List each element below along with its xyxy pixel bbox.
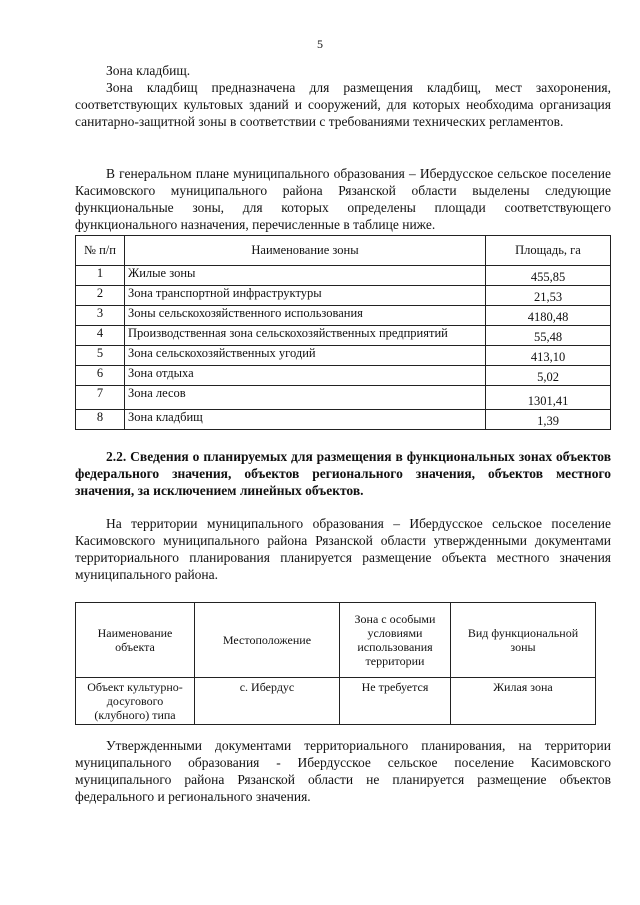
zones-table-header — [76, 236, 611, 266]
planned-paragraph: На территории муниципального образования – Ибердусское сельское поселение Касимовского муниципального района Рязанской области утвержденными документами территориального планирования планируется размещение объекта местного значения муниципального района. — [75, 516, 611, 582]
zone-name-cell: Зона сельскохозяйственных угодий — [125, 346, 486, 366]
zone-num-cell: 6 — [76, 366, 125, 386]
cemetery-zone-title: Зона кладбищ. — [106, 63, 191, 78]
header-special-zone: Зона с особыми условиями использования территории — [340, 603, 451, 678]
zone-num-cell: 5 — [76, 346, 125, 366]
table-row — [76, 326, 611, 346]
cemetery-zone-text: Зона кладбищ предназначена для размещения кладбищ, мест захоронения, соответствующих культовых зданий и сооружений, для которых необходима организация санитарно-защитной зоны в соответствии с требованиями технических регламентов. — [75, 80, 611, 129]
zone-num-cell: 7 — [76, 386, 125, 410]
table-row — [76, 306, 611, 326]
zone-area-cell: 21,53 — [486, 286, 611, 306]
zones-table — [75, 235, 611, 430]
zone-name-cell: Зоны сельскохозяйственного использования — [125, 306, 486, 326]
zone-area-cell: 4180,48 — [486, 306, 611, 326]
object-functional-zone-cell: Жилая зона — [451, 678, 596, 725]
zone-name-cell: Зона транспортной инфраструктуры — [125, 286, 486, 306]
section-2-2-heading: 2.2. Сведения о планируемых для размещения в функциональных зонах объектов федерального значения, объектов регионального значения, объектов местного значения, за исключением линейных объектов. — [75, 449, 611, 498]
page-number: 5 — [317, 37, 323, 51]
zone-area-cell: 413,10 — [486, 346, 611, 366]
object-special-zone-cell: Не требуется — [340, 678, 451, 725]
header-num: № п/п — [76, 236, 125, 266]
zone-name-cell: Жилые зоны — [125, 266, 486, 286]
zone-name-cell: Производственная зона сельскохозяйственных предприятий — [125, 326, 486, 346]
table-row — [76, 386, 611, 410]
zone-num-cell: 8 — [76, 410, 125, 430]
zone-area-cell: 5,02 — [486, 366, 611, 386]
header-location: Местоположение — [195, 603, 340, 678]
zone-name-cell: Зона отдыха — [125, 366, 486, 386]
table-row — [76, 346, 611, 366]
planned-paragraph-block — [75, 515, 611, 583]
table-row — [76, 410, 611, 430]
cemetery-zone-section — [75, 62, 611, 130]
zone-name-cell: Зона кладбищ — [125, 410, 486, 430]
zone-num-cell: 1 — [76, 266, 125, 286]
closing-paragraph-block — [75, 737, 611, 805]
intro-paragraph: В генеральном плане муниципального образования – Ибердусское сельское поселение Касимовского муниципального района Рязанской области выделены следующие функциональные зоны, для которых определены площади соответствующего функционального назначения, перечисленные в таблице ниже. — [75, 166, 611, 232]
zone-area-cell: 1301,41 — [486, 386, 611, 410]
zone-area-cell: 455,85 — [486, 266, 611, 286]
header-object-name: Наименование объекта — [76, 603, 195, 678]
section-2-2-block — [75, 448, 611, 499]
zone-num-cell: 2 — [76, 286, 125, 306]
zone-area-cell: 1,39 — [486, 410, 611, 430]
header-area: Площадь, га — [486, 236, 611, 266]
table-row — [76, 286, 611, 306]
table-row — [76, 366, 611, 386]
object-name-cell: Объект культурно-досугового (клубного) типа — [76, 678, 195, 725]
zone-num-cell: 4 — [76, 326, 125, 346]
zone-num-cell: 3 — [76, 306, 125, 326]
header-zone-name: Наименование зоны — [125, 236, 486, 266]
table-row — [76, 678, 596, 725]
intro-paragraph-block — [75, 165, 611, 233]
objects-table — [75, 602, 596, 725]
objects-table-header — [76, 603, 596, 678]
object-location-cell: с. Ибердус — [195, 678, 340, 725]
table-row — [76, 266, 611, 286]
zone-name-cell: Зона лесов — [125, 386, 486, 410]
zone-area-cell: 55,48 — [486, 326, 611, 346]
closing-paragraph: Утвержденными документами территориального планирования, на территории муниципального образования - Ибердусское сельское поселение Касимовского муниципального района Рязанской области не планируется размещение объектов федерального и регионального значения. — [75, 738, 611, 804]
header-functional-zone: Вид функциональной зоны — [451, 603, 596, 678]
